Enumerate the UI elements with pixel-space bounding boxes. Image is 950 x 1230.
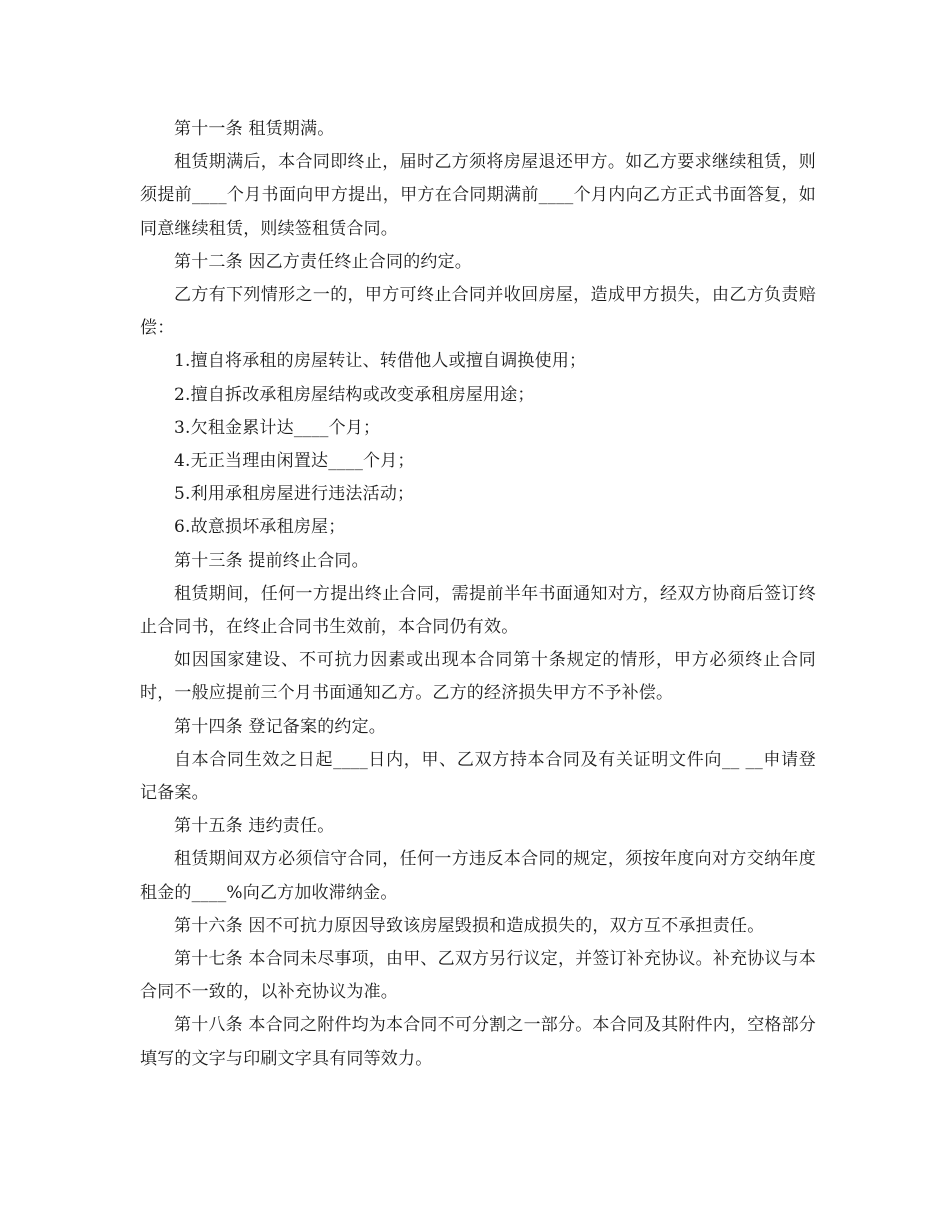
article-12-item-1: 1.擅自将承租的房屋转让、转借他人或擅自调换使用； [174, 351, 587, 372]
article-15-body: 租赁期间双方必须信守合同，任何一方违反本合同的规定，须按年度向对方交纳年度租金的____%向乙方加收滞纳金。 [140, 849, 816, 903]
article-12-item-4: 4.无正当理由闲置达____个月； [174, 451, 415, 472]
article-13-heading: 第十三条 提前终止合同。 [174, 550, 369, 571]
article-12-item-6: 6.故意损坏承租房屋； [174, 517, 346, 538]
article-14-body: 自本合同生效之日起____日内，甲、乙双方持本合同及有关证明文件向__ __申请登记备案。 [140, 749, 816, 804]
document-page [140, 113, 816, 1076]
article-11-body: 租赁期满后，本合同即终止，届时乙方须将房屋退还甲方。如乙方要求继续租赁，则须提前____个月书面向甲方提出，甲方在合同期满前____个月内向乙方正式书面答复，如同意继续租赁，则续签租赁合同。 [140, 152, 816, 239]
article-12-item-5: 5.利用承租房屋进行违法活动； [174, 484, 415, 505]
article-12-body: 乙方有下列情形之一的，甲方可终止合同并收回房屋，造成甲方损失，由乙方负责赔偿： [140, 285, 816, 339]
article-12-heading: 第十二条 因乙方责任终止合同的约定。 [174, 251, 473, 272]
article-12-item-2: 2.擅自拆改承租房屋结构或改变承租房屋用途； [174, 384, 535, 405]
article-13-body-1: 租赁期间，任何一方提出终止合同，需提前半年书面通知对方，经双方协商后签订终止合同书，在终止合同书生效前，本合同仍有效。 [140, 583, 816, 638]
article-14-heading: 第十四条 登记备案的约定。 [174, 716, 387, 737]
article-15-heading: 第十五条 违约责任。 [174, 816, 335, 837]
article-17: 第十七条 本合同未尽事项，由甲、乙双方另行议定，并签订补充协议。补充协议与本合同不一致的，以补充协议为准。 [140, 949, 817, 1003]
article-16: 第十六条 因不可抗力原因导致该房屋毁损和造成损失的，双方互不承担责任。 [174, 915, 765, 936]
article-11-heading: 第十一条 租赁期满。 [174, 119, 335, 139]
article-13-body-2: 如因国家建设、不可抗力因素或出现本合同第十条规定的情形，甲方必须终止合同时，一般应提前三个月书面通知乙方。乙方的经济损失甲方不予补偿。 [140, 650, 816, 704]
article-18: 第十八条 本合同之附件均为本合同不可分割之一部分。本合同及其附件内，空格部分填写的文字与印刷文字具有同等效力。 [140, 1015, 817, 1069]
article-12-item-3: 3.欠租金累计达____个月； [174, 417, 381, 438]
